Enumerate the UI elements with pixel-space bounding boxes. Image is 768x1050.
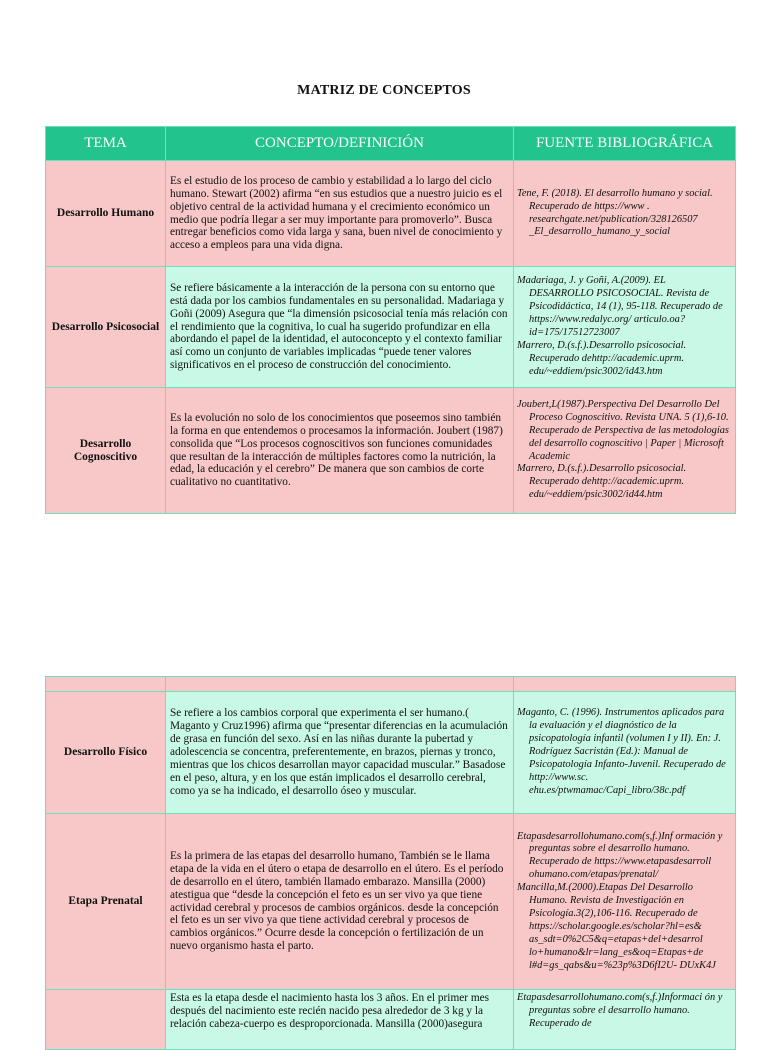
row-definicion: Es la evolución no solo de los conocimientos que poseemos sino también la forma en que entendemos o procesamos la información. Joubert (1987) consolida que “Los procesos cognoscitivos son funciones comunidades que resultan de la interacción de múltiples factores como la nutrición, la edad, la educación y el cerebro” De manera que son cambios de corte cualitativo no cuantitativo. xyxy=(166,388,514,514)
fuente-entry: Etapasdesarrollohumano.com(s,f.)Informaci ón y preguntas sobre el desarrollo humano. Recuperado de xyxy=(517,992,723,1029)
header-concepto: CONCEPTO/DEFINICIÓN xyxy=(166,127,514,161)
row-fuente xyxy=(514,814,736,990)
header-fuente: FUENTE BIBLIOGRÁFICA xyxy=(514,127,736,161)
table-row xyxy=(46,267,736,388)
fuente-entry: Maganto, C. (1996). Instrumentos aplicados para la evaluación y el diagnóstico de la psicopatología infantil (volumen I y II). En: J. Rodríguez Sacristán (Ed.): Manual de Psicopatología Infanto-Juvenil. Recuperado de http://www.sc. ehu.es/ptwmamac/Capi_libro/38c.pdf xyxy=(517,707,726,796)
row-tema: Etapa Prenatal xyxy=(46,814,166,990)
table-row xyxy=(46,814,736,990)
row-definicion: Es el estudio de los proceso de cambio y estabilidad a lo largo del ciclo humano. Stewart (2002) afirma “en sus estudios que a nuestro juicio es el objetivo central de la actividad humana y el crecimiento económico un medio que podría llegar a ser muy importante para promoverlo”. Busca entregar beneficios como vida larga y sana, buen nivel de conocimiento y acceso a empleos para una vida digna. xyxy=(166,161,514,267)
fuente-entry: Marrero, D.(s.f.).Desarrollo psicosocial. Recuperado dehttp://academic.uprm. edu/~eddiem/psic3002/id44.htm xyxy=(517,463,687,501)
table-row xyxy=(46,692,736,814)
fuente-entry: Tene, F. (2018). El desarrollo humano y social. Recuperado de https://www . researchgate.net/publication/328126507 _El_desarrollo_humano_y_social xyxy=(517,187,713,238)
table-header-row xyxy=(46,127,736,161)
row-tema xyxy=(46,990,166,1050)
table-row xyxy=(46,161,736,267)
row-fuente xyxy=(514,990,736,1050)
concept-matrix-table xyxy=(45,126,736,514)
row-tema: Desarrollo Humano xyxy=(46,161,166,267)
header-tema: TEMA xyxy=(46,127,166,161)
fuente-entry: Etapasdesarrollohumano.com(s,f.)Inf ormación y preguntas sobre el desarrollo humano. Recuperado de https://www.etapasdesarroll ohumano.com/etapas/prenatal/ xyxy=(517,830,723,881)
fuente-entry: Marrero, D.(s.f.).Desarrollo psicosocial. Recuperado dehttp://academic.uprm. edu/~eddiem/psic3002/id43.htm xyxy=(517,339,687,377)
table-spacer-row xyxy=(46,677,736,692)
row-definicion: Es la primera de las etapas del desarrollo humano, También se le llama etapa de la vida en el útero o etapa de desarrollo en el útero. Es el período de desarrollo en el útero, también llamado embarazo. Mansilla (2000) atestigua que “desde la concepción el feto es un ser vivo ya que tiene actividad cerebral y procesos de cambios orgánicos. desde la concepción el feto es un ser vivo ya que tiene actividad cerebral y procesos de cambios orgánicos.” Ocurre desde la concepción o fertilización de un nuevo organismo hasta el parto. xyxy=(166,814,514,990)
row-fuente xyxy=(514,388,736,514)
row-definicion: Se refiere a los cambios corporal que experimenta el ser humano.( Maganto y Cruz1996) afirma que “presentar diferencias en la acumulación de grasa en función del sexo. Así en las niñas durante la pubertad y adolescencia se concentra, preferentemente, en brazos, piernas y tronco, mientras que los chicos desarrollan mayor capacidad muscular.” Basadose en el peso, altura, y en los que están implicados el desarrollo cerebral, como ya se ha indicado, el desarrollo óseo y muscular. xyxy=(166,692,514,814)
row-definicion: Esta es la etapa desde el nacimiento hasta los 3 años. En el primer mes después del nacimiento este recién nacido pesa alrededor de 3 kg y la relación cabeza-cuerpo es desproporcionada. Mansilla (2000)asegura xyxy=(166,990,514,1050)
concept-matrix-table-continued xyxy=(45,676,736,1050)
fuente-entry: Mancilla,M.(2000).Etapas Del Desarrollo Humano. Revista de Investigación en Psicología.3(2),106-116. Recuperado de https://scholar.google.es/scholar?hl=es& as_sdt=0%2C5&q=etapas+del+desarrol lo+humano&lr=lang_es&oq=Etapas+de l#d=gs_qabs&u=%23p%3D6fI2U- DUxK4J xyxy=(517,882,716,971)
row-tema: Desarrollo Psicosocial xyxy=(46,267,166,388)
row-tema: Desarrollo Físico xyxy=(46,692,166,814)
document-title: MATRIZ DE CONCEPTOS xyxy=(297,83,471,98)
row-tema: Desarrollo Cognoscitivo xyxy=(46,388,166,514)
fuente-entry: Madariaga, J. y Goñi, A.(2009). EL DESARROLLO PSICOSOCIAL. Revista de Psicodidáctica, 14 (1), 95-118. Recuperado de https://www.redalyc.org/ articulo.oa?id=175/17512723007 xyxy=(517,275,723,338)
table-row xyxy=(46,990,736,1050)
row-fuente xyxy=(514,692,736,814)
row-fuente xyxy=(514,161,736,267)
fuente-entry: Joubert,L(1987).Perspectiva Del Desarrollo Del Proceso Cognoscitivo. Revista UNA. 5 (1),6-10. Recuperado de Perspectiva de las metodologías del desarrollo cognoscitivo | Paper | Microsoft Academic xyxy=(517,398,729,462)
table-row xyxy=(46,388,736,514)
row-definicion: Se refiere básicamente a la interacción de la persona con su entorno que está dada por los cambios fundamentales en su personalidad. Madariaga y Goñi (2009) Asegura que “la dimensión psicosocial tenía más relación con el rendimiento que la cognitiva, lo cual ha sugerido profundizar en ella abordando el papel de la identidad, el autoconcepto y el contexto familiar así como un conjunto de variables implicadas “puede tener valores significativos en el proceso de construcción del conocimiento. xyxy=(166,267,514,388)
row-fuente xyxy=(514,267,736,388)
